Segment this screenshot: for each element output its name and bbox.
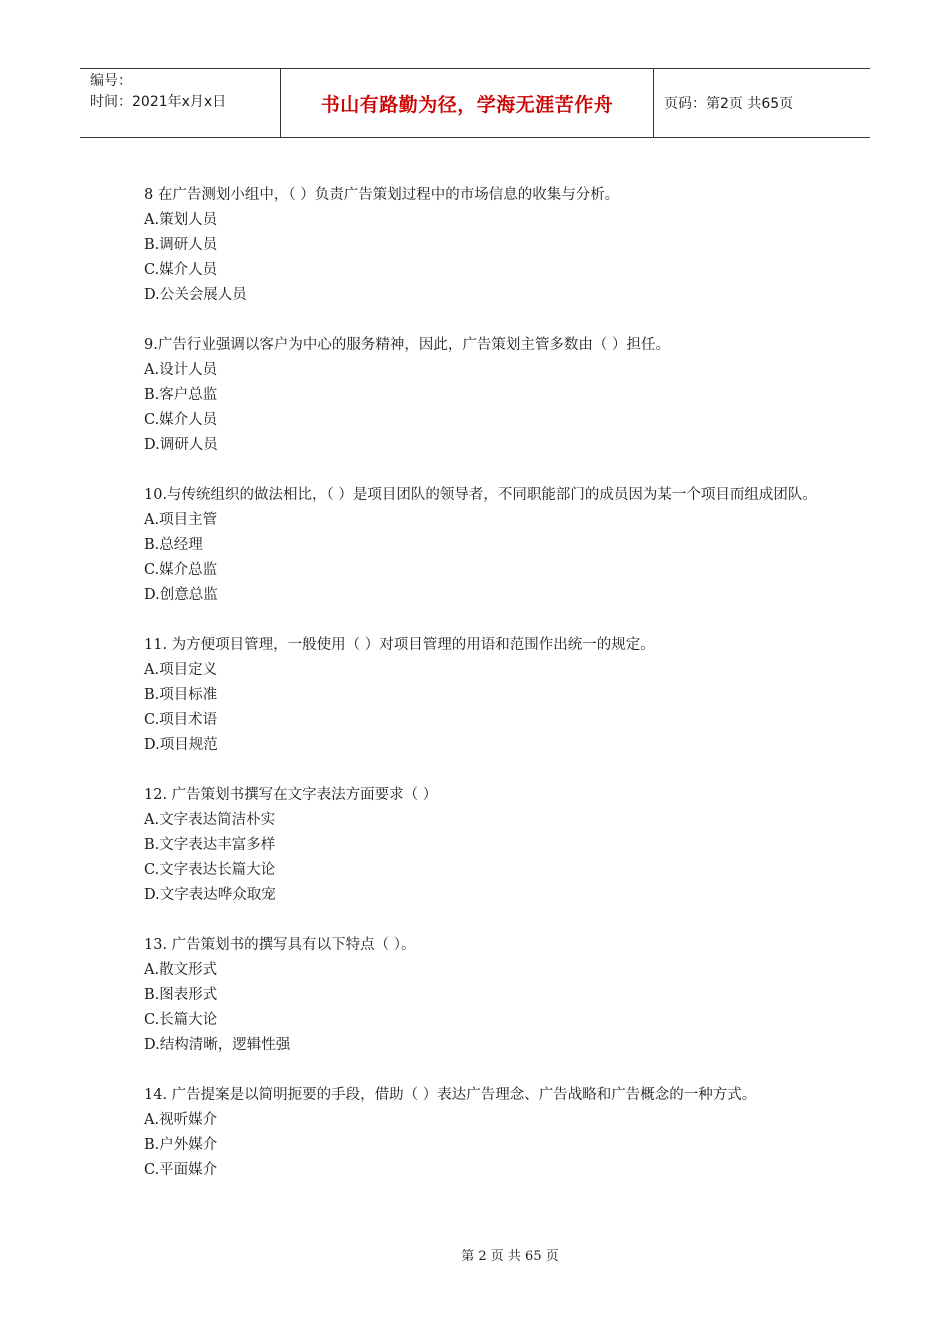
question-text: 10.与传统组织的做法相比，（ ）是项目团队的领导者，不同职能部门的成员因为某一个项目而组成团队。 <box>144 487 817 503</box>
answer-option: C.项目术语 <box>144 712 218 728</box>
question-list <box>144 183 824 1208</box>
page-footer: 第 2 页 共 65 页 <box>461 1249 559 1264</box>
answer-option: C.媒介人员 <box>144 262 218 278</box>
answer-option: A.散文形式 <box>144 962 218 978</box>
answer-option: A.策划人员 <box>144 212 218 228</box>
answer-option: D.调研人员 <box>144 437 218 453</box>
header-motto: 书山有路勤为径，学海无涯苦作舟 <box>281 69 654 137</box>
answer-option: A.项目主管 <box>144 512 218 528</box>
answer-option: A.设计人员 <box>144 362 218 378</box>
answer-option: C.文字表达长篇大论 <box>144 862 276 878</box>
answer-option: B.客户总监 <box>144 387 218 403</box>
page-header <box>80 68 870 138</box>
answer-option: C.平面媒介 <box>144 1162 218 1178</box>
answer-option: D.结构清晰，逻辑性强 <box>144 1037 291 1053</box>
answer-option: A.文字表达简洁朴实 <box>144 812 276 828</box>
answer-option: B.户外媒介 <box>144 1137 218 1153</box>
date-label: 时间：2021年x月x日 <box>90 94 227 110</box>
question-item <box>144 1083 824 1183</box>
header-page-info: 页码：第2页 共65页 <box>664 96 794 112</box>
question-text: 8 在广告测划小组中，（ ）负责广告策划过程中的市场信息的收集与分析。 <box>144 187 620 203</box>
number-label: 编号： <box>90 73 132 89</box>
answer-option: D.创意总监 <box>144 587 218 603</box>
question-item <box>144 483 824 608</box>
answer-option: C.长篇大论 <box>144 1012 218 1028</box>
question-item <box>144 783 824 908</box>
question-text: 13. 广告策划书的撰写具有以下特点（ ）。 <box>144 937 416 953</box>
answer-option: B.总经理 <box>144 537 203 553</box>
question-text: 12. 广告策划书撰写在文字表法方面要求（ ） <box>144 787 438 803</box>
question-text: 11. 为方便项目管理，一般使用（ ）对项目管理的用语和范围作出统一的规定。 <box>144 637 655 653</box>
answer-option: B.图表形式 <box>144 987 218 1003</box>
question-item <box>144 183 824 308</box>
question-text: 9.广告行业强调以客户为中心的服务精神，因此，广告策划主管多数由（ ）担任。 <box>144 337 670 353</box>
question-item <box>144 333 824 458</box>
header-meta <box>80 69 281 137</box>
answer-option: C.媒介总监 <box>144 562 218 578</box>
answer-option: A.项目定义 <box>144 662 218 678</box>
question-item <box>144 633 824 758</box>
question-item <box>144 933 824 1058</box>
answer-option: A.视听媒介 <box>144 1112 218 1128</box>
answer-option: D.文字表达哗众取宠 <box>144 887 276 903</box>
answer-option: C.媒介人员 <box>144 412 218 428</box>
question-text: 14. 广告提案是以简明扼要的手段，借助（ ）表达广告理念、广告战略和广告概念的一种方式。 <box>144 1087 757 1103</box>
answer-option: B.项目标准 <box>144 687 218 703</box>
answer-option: D.公关会展人员 <box>144 287 247 303</box>
answer-option: B.文字表达丰富多样 <box>144 837 276 853</box>
answer-option: B.调研人员 <box>144 237 218 253</box>
answer-option: D.项目规范 <box>144 737 218 753</box>
